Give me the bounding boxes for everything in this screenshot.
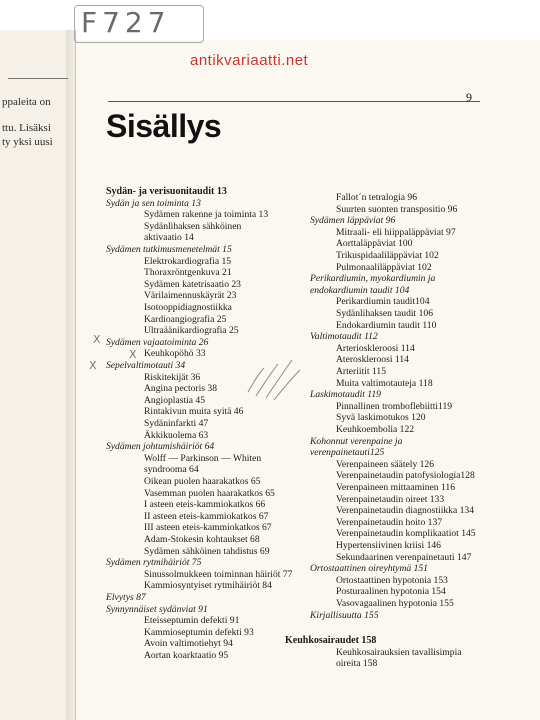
- margin-check-mark: X: [89, 359, 97, 372]
- toc-chapter: Synnynnäiset sydänviat 91: [106, 603, 208, 615]
- toc-entry: Arteriitit 115: [336, 366, 387, 377]
- toc-section-heading: Keuhkosairaudet 158: [285, 635, 377, 647]
- previous-page-rule: [8, 78, 68, 79]
- toc-entry: Trikuspidaaliläppäviat 102: [336, 250, 439, 261]
- toc-entry: Muita valtimotauteja 118: [336, 377, 433, 389]
- toc-entry: Verenpainetaudin diagnostiikka 134: [336, 505, 475, 517]
- toc-entry: Verenpainetaudin patofysiologia128: [336, 470, 475, 482]
- toc-chapter: verenpainetauti125: [310, 447, 385, 459]
- page-number: 9: [466, 90, 472, 104]
- toc-entry: Adam-Stokesin kohtaukset 68: [144, 534, 260, 545]
- toc-entry: Verenpainetaudin komplikaatiot 145: [336, 528, 476, 540]
- toc-chapter: Valtimotaudit 112: [310, 331, 378, 343]
- toc-entry: Rintakivun muita syitä 46: [144, 406, 244, 418]
- toc-entry: Hypertensiivinen kriisi 146: [336, 540, 441, 551]
- toc-entry: Arterioskleroosi 114: [336, 342, 415, 354]
- toc-entry: Isotooppidiagnostiikka: [144, 302, 232, 313]
- toc-entry: I asteen eteis-kammiokatkos 66: [144, 499, 266, 511]
- previous-page-line: ty yksi uusi: [2, 136, 53, 148]
- toc-entry: Pulmonaaliläppäviat 102: [336, 261, 432, 273]
- toc-entry: Keuhkoembolia 122: [336, 424, 415, 435]
- toc-entry: Sydämen rakenne ja toiminta 13: [144, 209, 269, 221]
- previous-page-edge: [0, 30, 76, 720]
- toc-entry: Sydämen sähköinen tahdistus 69: [144, 545, 270, 557]
- toc-entry: Riskitekijät 36: [144, 371, 201, 383]
- toc-chapter: Laskimotaudit 119: [310, 389, 381, 401]
- toc-entry: Vasemman puolen haarakatkos 65: [144, 487, 275, 499]
- toc-entry: Kammioseptumin defekti 93: [144, 626, 254, 638]
- toc-entry: Ateroskleroosi 114: [336, 354, 409, 366]
- toc-entry: Mitraali- eli hiippaläppäviat 97: [336, 226, 456, 238]
- toc-entry: Äkkikuolema 63: [144, 429, 209, 441]
- previous-page-line: ppaleita on: [2, 96, 51, 108]
- margin-check-mark: X: [129, 348, 137, 361]
- previous-page-line: ttu. Lisäksi: [2, 122, 51, 134]
- toc-entry: Aorttaläppäviat 100: [336, 238, 413, 250]
- toc-entry: Ortostaattinen hypotonia 153: [336, 574, 448, 586]
- toc-entry: Avoin valtimotiehyt 94: [144, 638, 233, 650]
- toc-chapter: Sydämen johtumishäiriöt 64: [106, 441, 215, 453]
- toc-entry: II asteen eteis-kammiokatkos 67: [144, 510, 269, 522]
- toc-entry: Ultraäänikardiografia 25: [144, 325, 239, 337]
- toc-chapter: Perikardiumin, myokardiumin ja: [310, 273, 436, 285]
- margin-check-mark: X: [93, 333, 101, 346]
- toc-entry: Wolff — Parkinson — Whiten: [144, 452, 262, 464]
- toc-entry: Thoraxröntgenkuva 21: [144, 267, 232, 279]
- toc-entry: Endokardiumin taudit 110: [336, 319, 437, 331]
- toc-entry: Sydänlihaksen taudit 106: [336, 308, 433, 319]
- toc-chapter: Sydämen vajaatoiminta 26: [106, 336, 209, 348]
- toc-entry: Posturaalinen hypotonia 154: [336, 586, 446, 598]
- handwritten-note: F727: [74, 5, 204, 43]
- toc-chapter: Kirjallisuutta 155: [310, 609, 379, 621]
- toc-entry: Angioplastia 45: [144, 394, 206, 406]
- toc-chapter: Ortostaattinen oireyhtymä 151: [310, 563, 428, 575]
- toc-chapter: Sydän ja sen toiminta 13: [106, 197, 201, 209]
- toc-entry: Pinnallinen tromboflebiitti119: [336, 400, 453, 412]
- toc-entry: III asteen eteis-kammiokatkos 67: [144, 522, 272, 534]
- toc-entry: Angina pectoris 38: [144, 383, 218, 395]
- toc-entry: Sydäninfarkti 47: [144, 418, 209, 429]
- toc-chapter: Elvytys 87: [106, 592, 146, 603]
- toc-chapter: Sydämen rytmihäiriöt 75: [106, 557, 202, 569]
- toc-entry: Fallot´n tetralogia 96: [336, 192, 417, 203]
- toc-entry: Verenpaineen mittaaminen 116: [336, 482, 455, 493]
- toc-section-heading: Sydän- ja verisuonitaudit 13: [106, 186, 227, 197]
- toc-entry: Kammiosyntyiset rytmihäiriöt 84: [144, 580, 272, 592]
- toc-entry: syndrooma 64: [144, 464, 199, 476]
- toc-entry: Verenpaineen säätely 126: [336, 458, 435, 470]
- handwritten-scribble: [244, 352, 304, 402]
- toc-entry: Syvä laskimotukos 120: [336, 412, 426, 424]
- toc-chapter: Sydämen tutkimusmenetelmät 15: [106, 244, 232, 255]
- toc-entry: Verenpainetaudin hoito 137: [336, 516, 443, 528]
- toc-entry: Elektrokardiografia 15: [144, 255, 232, 267]
- toc-entry: Sekundaarinen verenpainetauti 147: [336, 551, 472, 563]
- toc-entry: oireita 158: [336, 658, 378, 670]
- toc-entry: Sydänlihaksen sähköinen: [144, 220, 242, 232]
- toc-entry: Keuhkopöhö 33: [144, 348, 206, 360]
- toc-entry: Värilaimennuskäyrät 23: [144, 290, 237, 302]
- page-title: Sisällys: [106, 108, 222, 144]
- toc-entry: Perikardiumin taudit104: [336, 296, 430, 308]
- toc-entry: Kardioangiografia 25: [144, 313, 227, 325]
- toc-entry: aktivaatio 14: [144, 232, 194, 244]
- toc-entry: Suurten suonten transpositio 96: [336, 203, 458, 215]
- toc-entry: Sydämen katetrisaatio 23: [144, 278, 241, 290]
- watermark: antikvariaatti.net: [190, 52, 309, 69]
- toc-chapter: Kohonnut verenpaine ja: [310, 435, 403, 447]
- toc-entry: Oikean puolen haarakatkos 65: [144, 476, 261, 487]
- toc-entry: Sinussolmukkeen toiminnan häiriöt 77: [144, 568, 293, 580]
- toc-entry: Keuhkosairauksien tavallisimpia: [336, 646, 462, 658]
- toc-chapter: Sydämen läppäviat 96: [310, 215, 396, 227]
- toc-entry: Aortan koarktaatio 95: [144, 650, 229, 661]
- toc-chapter: Sepelvaltimotauti 34: [106, 360, 186, 371]
- toc-entry: Verenpainetaudin oireet 133: [336, 493, 445, 505]
- header-rule: [108, 101, 480, 102]
- toc-entry: Eteisseptumin defekti 91: [144, 615, 240, 627]
- toc-chapter: endokardiumin taudit 104: [310, 284, 410, 296]
- toc-entry: Vasovagaalinen hypotonia 155: [336, 598, 454, 609]
